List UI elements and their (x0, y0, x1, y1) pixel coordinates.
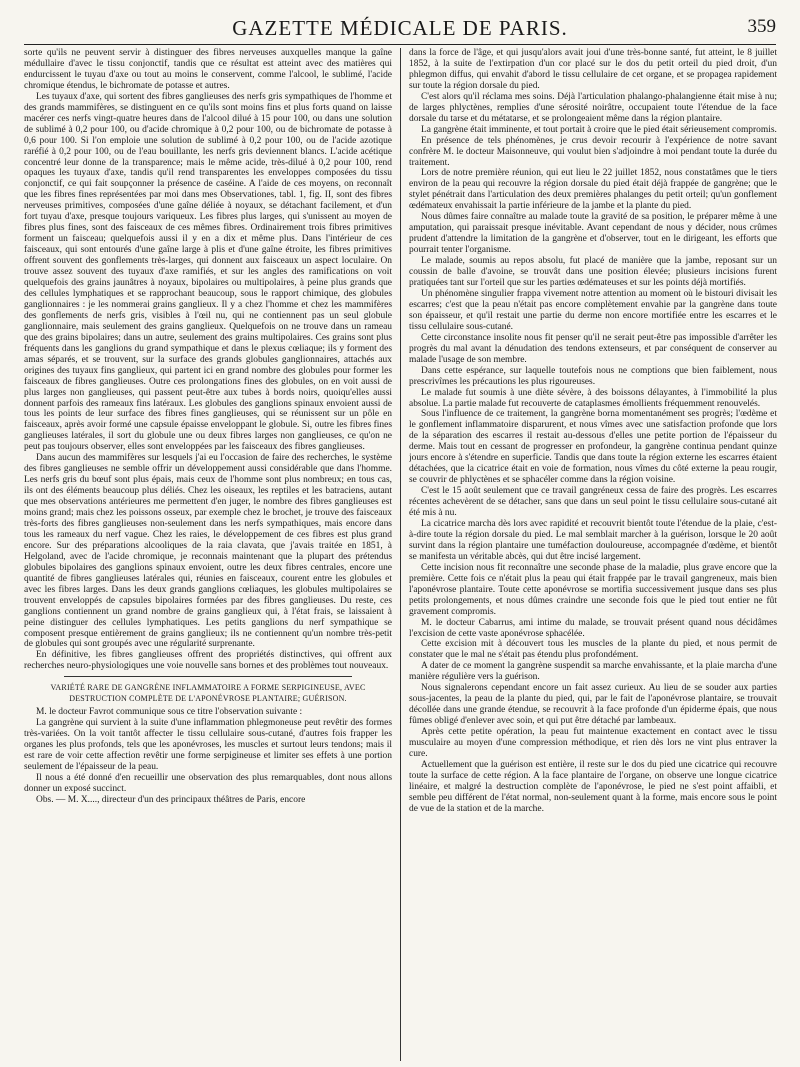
paragraph: C'est le 15 août seulement que ce travail gangréneux cessa de faire des progrès. Les escarres récentes achevèrent de se détacher, sans que dans un seul point le tissu cellulaire sous-cutané ait été mis à nu. (409, 486, 777, 519)
paragraph: Nous signalerons cependant encore un fait assez curieux. Au lieu de se souder aux parties sous-jacentes, la peau de la plante du pied, qui, par le fait de l'aponévrose plantaire, se trouvait décollée dans une grande étendue, se recouvrit à la face profonde d'un épiderme épais, que nous fûmes obligé d'enlever avec soin, et qui put être détaché par lambeaux. (409, 683, 777, 727)
paragraph: Les tuyaux d'axe, qui sortent des fibres ganglieuses des nerfs gris sympathiques de l'homme et des grands mammifères, se distinguent en ce qu'ils sont moins fins et plus forts quand on laisse macérer ces nerfs vingt-quatre heures dans de l'alcool dilué à 15 pour 100, ou dans une solution de sublimé à 0,2 pour 100, ou d'acide chromique à 0,2 pour 100, ou de bichromate de potasse à 0,6 pour 100. Si l'on emploie une solution de sublimé à 0,2 pour 100, ou de l'acide azotique raréfié à 0,2 pour 100, ou de l'eau bouillante, les nerfs gris deviennent blancs. L'acide acétique concentré leur donne de la transparence; mais le même acide, très-dilué à 0,2 pour 100, rend opaques les tuyaux d'axe, tandis qu'il rend transparentes les enveloppes composées du tissu conjonctif, ce qui fait soupçonner la présence de caséine. A l'aide de ces moyens, on reconnaît que les fibres fines représentées par moi dans mes Observationes, tabl. 1, fig. II, sont des fibres nerveuses primitives, composées d'une gaîne déliée à noyaux, se détachant facilement, et d'un fort tuyau d'axe, presque toujours variqueux. Les fibres plus larges, qui s'unissent au moyen de fibres plus fines, sont des faisceaux de ces mêmes fibres. Ordinairement trois fibres primitives forment un faisceau; quelquefois aussi il y en a dix et même plus. Dans l'intérieur de ces faisceaux, qui sont entourés d'une gaîne large à plis et d'une gaîne étroite, les fibres primitives offrent souvent des gonflements très-larges, qui donnent aux faisceaux un aspect loculaire. On trouve assez souvent des tuyaux d'axe ramifiés, et sur les angles des ramifications on voit quelquefois des grains jaunâtres à noyaux, bipolaires ou multipolaires, à peine plus grands que des cellules lymphatiques et se rapprochant beaucoup, sous le rapport chimique, des globules ganglionnaires : je les nommerai grains ganglieux. Il y a chez l'homme et chez les mammifères des gonflements de nerfs gris, visibles à l'œil nu, qui ne contiennent pas un seul globule ganglionnaire, mais seulement des grains ganglieux. Quelquefois on ne trouve dans un rameau que des grains bipolaires; dans un autre, seulement des grains multipolaires. Ces grains sont plus fréquents dans les ganglions du grand sympathique et dans le plexus cœliaque; ils y forment des amas séparés, et se trouvent, sur la surface des grands globules ganglionnaires, attachés aux origines des tuyaux fins ganglieux, qui partent ici en grand nombre des globules pour former les faisceaux de fibres ganglieuses. Outre ces prolongations fines des globules, on en voit aussi de plus larges non ganglieuses, qui passent peut-être aux tubes à bords noirs, quoiqu'elles aussi donnent parfois des rameaux fins latéraux. Les globules des ganglions spinaux envoient aussi de tous les points de leur surface des fibres fines ganglieuses, qui se réunissent sur un pôle en faisceaux, après avoir formé une capsule épaisse enveloppant le globule. Si, outre les fibres fines ganglieuses latérales, il sort du globule une ou deux fibres larges non ganglieuses, ce qu'on ne peut pas toujours observer, elles sont enveloppées par les faisceaux des fibres ganglieuses. (24, 91, 392, 453)
paragraph: Il nous a été donné d'en recueillir une observation des plus remarquables, dont nous allons donner un exposé succinct. (24, 772, 392, 794)
paragraph: Lors de notre première réunion, qui eut lieu le 22 juillet 1852, nous constatâmes que le tiers environ de la peau qui recouvre la région dorsale du pied était déjà frappée de gangrène; que le stylet pénétrait dans l'articulation des deux premières phalanges du petit orteil; qu'un gonflement œdémateux envahissait la partie inférieure de la jambe et la plante du pied. (409, 168, 777, 212)
paragraph: dans la force de l'âge, et qui jusqu'alors avait joui d'une très-bonne santé, fut atteint, le 8 juillet 1852, à la suite de l'extirpation d'un cor placé sur le dos du petit orteil du pied droit, d'un phlegmon diffus, qui envahit d'abord le tissu cellulaire de cet organe, et se propagea rapidement sur toute la région dorsale du pied. (409, 48, 777, 91)
paragraph: M. le docteur Favrot communique sous ce titre l'observation suivante : (36, 707, 303, 718)
paragraph: Un phénomène singulier frappa vivement notre attention au moment où le bistouri divisait les escarres; c'est que la peau n'était pas encore complètement envahie par la gangrène dans toute son épaisseur, et qu'il restait une partie du derme non encore mortifiée entre les escarres et le tissu cellulaire sous-cutané. (409, 288, 777, 332)
paragraph: Le malade, soumis au repos absolu, fut placé de manière que la jambe, reposant sur un coussin de balle d'avoine, se trouvât dans une position élevée; plusieurs incisions furent pratiquées tant sur l'orteil que sur les parties œdémateuses et sur les points déjà mortifiés. (409, 256, 777, 289)
paragraph: Obs. — M. X...., directeur d'un des principaux théâtres de Paris, encore (36, 794, 306, 805)
paragraph: Le malade fut soumis à une diète sévère, à des boissons délayantes, à l'immobilité la plus absolue. La partie malade fut recouverte de cataplasmes émollients fréquemment renouvelés. (409, 387, 777, 409)
column-divider (400, 48, 401, 1061)
paragraph: A dater de ce moment la gangrène suspendit sa marche envahissante, et la plaie marcha d'une manière régulière vers la guérison. (409, 661, 777, 683)
paragraph: Cette incision nous fit reconnaître une seconde phase de la maladie, plus grave encore que la première. Cette fois ce n'était plus la peau qui était frappée par le travail gangreneux, mais bien l'aponévrose plantaire. Toute cette aponévrose se mortifia successivement jusque dans ses plus petits prolongements, et nous dûmes craindre une seconde fois que le pied tout entier ne fût gravement compromis. (409, 562, 777, 617)
paragraph: Dans cette espérance, sur laquelle toutefois nous ne comptions que bien faiblement, nous prescrivîmes les précautions les plus rigoureuses. (409, 365, 777, 387)
page-header (24, 14, 776, 45)
paragraph: Cette circonstance insolite nous fit penser qu'il ne serait peut-être pas impossible d'arrêter les progrès du mal avant la dénudation des tendons extenseurs, et par conséquent de conserver au malade l'usage de son membre. (409, 332, 777, 365)
paragraph: Nous dûmes faire connaître au malade toute la gravité de sa position, le préparer même à une amputation, qui paraissait presque inévitable. Avant cependant de nous y décider, nous crûmes prudent d'attendre la limitation de la gangrène et d'observer, tout en le dirigeant, les efforts que pourrait tenter l'organisme. (409, 212, 777, 256)
paragraph: Actuellement que la guérison est entière, il reste sur le dos du pied une cicatrice qui recouvre toute la surface de cette région. A la face plantaire de l'organe, on observe une longue cicatrice linéaire, et malgré la destruction complète de l'aponévrose, le pied ne s'est point affaibli, et semble peu différent de l'état normal, non-seulement quant à la forme, mais encore sous le point de vue de la station et de la marche. (409, 759, 777, 814)
right-column (409, 48, 777, 1063)
paragraph: sorte qu'ils ne peuvent servir à distinguer des fibres nerveuses auxquelles manque la gaîne médullaire d'avec le tissu conjonctif, tandis que ce résultat est atteint avec des matières qui endurcissent le tuyau d'axe ou tout au moins le conservent, comme l'alcool, le sublimé, l'acide chromique étendus, le bichromate de potasse et autres. (24, 48, 392, 91)
section-divider (64, 676, 352, 677)
paragraph: La gangrène qui survient à la suite d'une inflammation phlegmoneuse peut revêtir des formes très-variées. On la voit tantôt affecter le tissu cellulaire sous-cutané, d'autres fois frapper les organes les plus profonds, tels que les aponévroses, les muscles et surtout leurs tendons; mais il est rare de voir cette affection revêtir une forme serpigineuse et limiter ses effets à une portion seulement de l'épaisseur de la peau. (24, 718, 392, 772)
paragraph: Dans aucun des mammifères sur lesquels j'ai eu l'occasion de faire des recherches, le système des fibres ganglieuses ne semble offrir un développement aussi considérable que dans l'homme. Les nerfs gris du bœuf sont plus épais, mais ceux de l'homme sont plus nombreux; en tous cas, ils ont des éléments beaucoup plus déliés. Chez les oiseaux, les reptiles et les batraciens, autant que mes observations antérieures me permettent d'en juger, le nombre des fibres ganglieuses est moins grand; mais chez les poissons osseux, par exemple chez le brochet, je trouve des faisceaux très-forts des fibres ganglieuses non-seulement dans les nerfs sympathiques, mais encore dans tous les rameaux du nerf vague. Chez les raies, le développement de ces fibres est plus grand encore. Sur des préparations alcooliques de la raia clavata, que j'avais traitée en 1851, à Helgoland, avec de l'acide chromique, je reconnais maintenant que la plupart des prétendus globules bipolaires des ganglions spinaux envoient, outre les deux fibres centrales, encore une quantité de fibres ganglieuses latérales qui, réunies en faisceaux, courent entre les globules et avec les fibres larges. Dans les deux grands ganglions cœliaques, les globules multipolaires se trouvent enveloppés de capsules bipolaires formées par des fibres ganglieuses. Du reste, ces ganglions contiennent un grand nombre de grains ganglieux qui, à l'état frais, se laissaient à peine distinguer des cellules lymphatiques. Les petits ganglions du nerf sympathique se composent presque entièrement de grains ganglieux; ils ne contiennent qu'un nombre très-petit de globules qui sont groupés avec une régularité surprenante. (24, 453, 392, 650)
paragraph: Sous l'influence de ce traitement, la gangrène borna momentanément ses progrès; l'œdème et le gonflement inflammatoire disparurent, et nous vîmes avec une satisfaction profonde que lors de la séparation des escarres il restait au-dessous d'elles une petite portion de l'épaisseur du derme. Mais tout en cessant de progresser en profondeur, la gangrène continua pendant quinze jours encore à s'étendre en superficie. Tandis que dans toute la région externe les escarres étaient détachées, que la cicatrice était en voie de formation, nous vîmes du côté externe la peau rougir, se couvrir de phlyctènes et se sphacéler comme dans la région voisine. (409, 409, 777, 486)
paragraph: En présence de tels phénomènes, je crus devoir recourir à l'expérience de notre savant confrère M. le docteur Maisonneuve, qui voulut bien s'adjoindre à moi pendant toute la durée du traitement. (409, 135, 777, 168)
paragraph: C'est alors qu'il réclama mes soins. Déjà l'articulation phalango-phalangienne était mise à nu; de larges phlyctènes, remplies d'une sérosité noirâtre, occupaient toute l'étendue de la face dorsale du tarse et du métatarse, et se prolongeaient même dans la région plantaire. (409, 91, 777, 124)
paragraph: La gangrène était imminente, et tout portait à croire que le pied était sérieusement compromis. (421, 124, 777, 135)
left-column (24, 48, 392, 1063)
journal-title: GAZETTE MÉDICALE DE PARIS. (232, 16, 568, 40)
paragraph: Après cette petite opération, la peau fut maintenue exactement en contact avec le tissu musculaire au moyen d'une compression méthodique, et rien dès lors ne vint plus entraver la cure. (409, 727, 777, 759)
paragraph: La cicatrice marcha dès lors avec rapidité et recouvrit bientôt toute l'étendue de la plaie, c'est-à-dire toute la région dorsale du pied. Le mal semblait marcher à la guérison, lorsque le 20 août survint dans la région plantaire une tuméfaction douloureuse, accompagnée d'œdème, et bientôt se manifesta un véritable abcès, qui dut être incisé largement. (409, 518, 777, 562)
paragraph: Cette excision mit à découvert tous les muscles de la plante du pied, et nous permit de constater que le mal ne s'était pas étendu plus profondément. (409, 639, 777, 661)
section-heading: VARIÉTÉ RARE DE GANGRÈNE INFLAMMATOIRE A FORME SERPIGINEUSE, AVEC DESTRUCTION COMPLÈTE DE L'APONÉVROSE PLANTAIRE; GUÉRISON. (50, 683, 366, 704)
paragraph: M. le docteur Cabarrus, ami intime du malade, se trouvait présent quand nous décidâmes l'excision de cette vaste aponévrose sphacélée. (409, 617, 777, 639)
page-number: 359 (747, 16, 776, 37)
paragraph: En définitive, les fibres ganglieuses offrent des propriétés distinctives, qui offrent aux recherches neuro-physiologiques une voie nouvelle sans bornes et des problèmes tout nouveaux. (24, 650, 392, 672)
